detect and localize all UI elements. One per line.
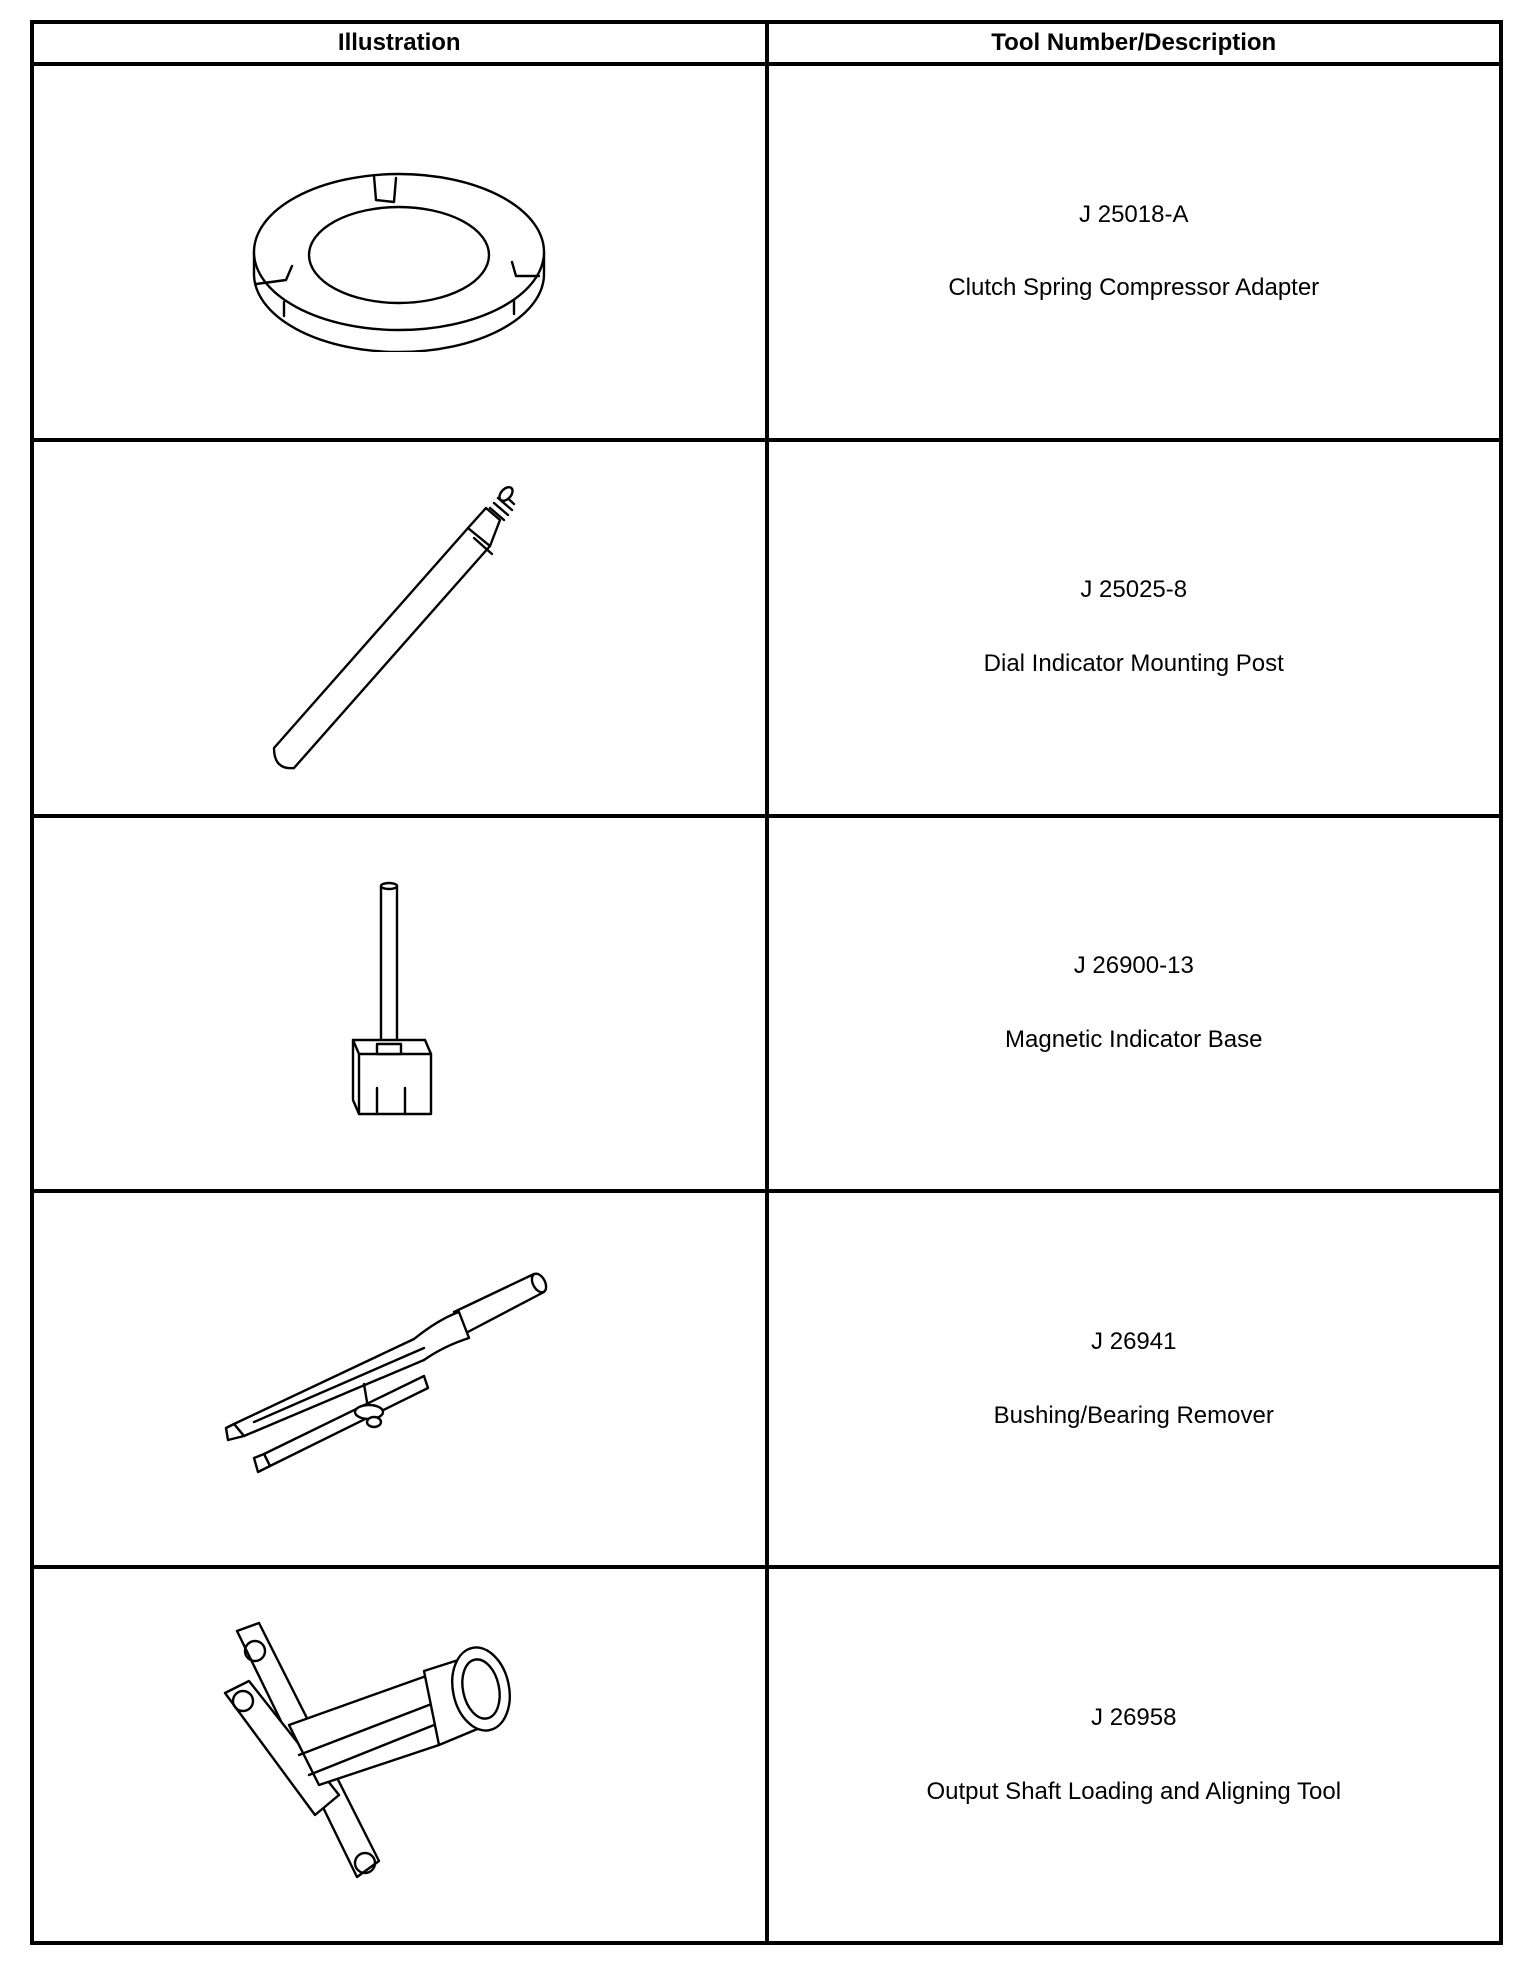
description-cell <box>767 1567 1502 1943</box>
illustration-cell <box>32 64 767 440</box>
tool-description: Output Shaft Loading and Aligning Tool <box>926 1777 1342 1805</box>
illustration-cell <box>32 1567 767 1943</box>
bushing-remover-icon <box>224 1264 574 1494</box>
table-row <box>32 1567 1501 1943</box>
illustration-cell <box>32 816 767 1192</box>
description-cell <box>767 440 1502 816</box>
table-row <box>32 64 1501 440</box>
tool-description: Bushing/Bearing Remover <box>993 1401 1274 1429</box>
tool-number: J 26900-13 <box>1073 952 1194 980</box>
tool-table <box>30 20 1503 1945</box>
tool-number: J 25018-A <box>1079 200 1189 228</box>
tool-description: Clutch Spring Compressor Adapter <box>948 274 1320 302</box>
illustration-cell <box>32 440 767 816</box>
tool-number: J 26958 <box>1091 1703 1177 1731</box>
table-row <box>32 1191 1501 1567</box>
magnetic-base-icon <box>339 878 459 1128</box>
tool-number: J 26941 <box>1091 1327 1177 1355</box>
header-row <box>32 22 1501 64</box>
header-illustration: Illustration <box>32 22 767 64</box>
header-tool-number-description: Tool Number/Description <box>767 22 1502 64</box>
shaft-tool-icon <box>219 1615 579 1895</box>
description-cell <box>767 1191 1502 1567</box>
description-cell <box>767 816 1502 1192</box>
tool-description: Magnetic Indicator Base <box>1005 1025 1263 1053</box>
table-row <box>32 440 1501 816</box>
description-cell <box>767 64 1502 440</box>
tool-description: Dial Indicator Mounting Post <box>983 650 1284 678</box>
adapter-ring-icon <box>234 152 564 352</box>
illustration-cell <box>32 1191 767 1567</box>
table-row <box>32 816 1501 1192</box>
tool-number: J 25025-8 <box>1080 576 1188 604</box>
mounting-post-icon <box>254 478 544 778</box>
